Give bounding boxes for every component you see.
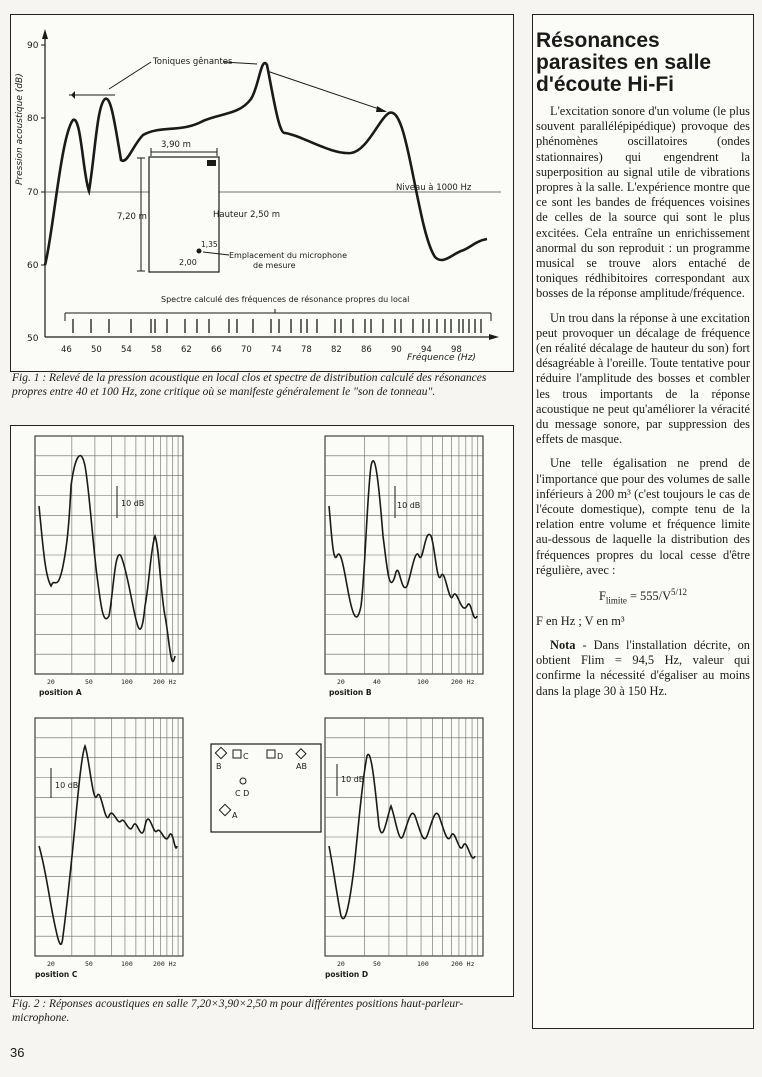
room-width: 3,90 m [161, 140, 191, 150]
y-tick: 50 [27, 334, 39, 344]
tick: 200 Hz [153, 678, 177, 686]
panel-label: position B [329, 688, 372, 697]
tick: 200 Hz [451, 960, 475, 968]
x-tick: 66 [211, 345, 222, 355]
y-axis-label: Pression acoustique (dB) [15, 73, 25, 185]
room-plan [149, 157, 219, 272]
article-title: Résonances parasites en salle d'écoute Hi-Fi [536, 29, 712, 96]
pos-cd: C D [235, 789, 250, 798]
speaker-position-plan [211, 744, 321, 832]
resonance-spectrum [73, 319, 481, 333]
page-number: 36 [10, 1045, 25, 1060]
x-tick: 46 [61, 345, 72, 355]
tones-annotation: Toniques gênantes [153, 57, 233, 67]
nota-label: Nota [550, 637, 576, 652]
x-tick: 94 [421, 345, 432, 355]
response-curve [45, 63, 487, 265]
units-line: F en Hz ; V en m³ [536, 613, 625, 628]
tick: 20 [337, 678, 345, 686]
fig2-caption: Fig. 2 : Réponses acoustiques en salle 7,20×3,90×2,50 m pour différentes positions haut-parleur-microphone. [12, 998, 464, 1024]
tick: 40 [373, 678, 381, 686]
x-tick: 74 [271, 345, 282, 355]
tick: 100 [417, 678, 429, 686]
tick: 20 [47, 678, 55, 686]
paragraph: Un trou dans la réponse à une excitation peut provoquer un décalage de fréquence (en réalité décalage de hauteur du son) fort désagréable à l'oreille. Toute tentative pour réduire l'amplitude des bosses et combler les trous importants de la réponse acoustique ne peut qu'améliorer la véracité du message sonore, par suppression des effets de masque. [536, 310, 750, 447]
panel-label: position C [35, 970, 78, 979]
level-annotation: Niveau à 1000 Hz [396, 183, 472, 193]
tick: 200 Hz [153, 960, 177, 968]
mic-x: 2,00 [179, 258, 197, 267]
x-tick: 86 [361, 345, 372, 355]
panel-label: position A [39, 688, 82, 697]
microphone-icon [197, 249, 202, 254]
tick: 100 [121, 678, 133, 686]
fig1-plot [11, 15, 513, 371]
figure-2 [10, 425, 514, 997]
tick: 100 [417, 960, 429, 968]
panel-position-a [35, 436, 183, 697]
x-tick: 54 [121, 345, 132, 355]
tick: 50 [373, 960, 381, 968]
mic-label-2: de mesure [253, 261, 296, 270]
y-tick: 90 [27, 41, 39, 51]
pos-d: D [277, 752, 284, 761]
x-axis-label: Fréquence (Hz) [407, 353, 476, 363]
db-scale-label: 10 dB [55, 781, 79, 790]
pos-c: C [243, 752, 249, 761]
panel-position-b [325, 436, 483, 697]
y-tick: 80 [27, 114, 39, 124]
x-tick: 70 [241, 345, 252, 355]
tick: 100 [121, 960, 133, 968]
pos-ab: AB [296, 762, 307, 771]
tick: 20 [47, 960, 55, 968]
db-scale-label: 10 dB [341, 775, 365, 784]
figure-1 [10, 14, 514, 372]
tick: 20 [337, 960, 345, 968]
nota-paragraph [536, 638, 750, 699]
y-tick: 60 [27, 261, 39, 271]
tick: 50 [85, 960, 93, 968]
paragraph: L'excitation sonore d'un volume (le plus souvent parallélépipédique) provoque des phénomènes oscillatoires (ondes stationnaires) qui engendrent la superposition au signal utile de vibrations propres à la salle. L'expérience montre que ce sont les bandes de fréquences voisines de celles de la source qui sont le plus excitées. Cela entraîne un enrichissement anormal du son reproduit : un programme musical se trouve alors entaché de toniques rédhibitoires correspondant aux bosses de la réponse amplitude/fréquence. [536, 104, 750, 301]
panel-position-c [35, 718, 183, 979]
x-tick: 78 [301, 345, 312, 355]
x-tick: 82 [331, 345, 342, 355]
panel-label: position D [325, 970, 369, 979]
nota-text: - Dans l'installation décrite, on obtient Flim = 94,5 Hz, valeur qui confirme la nécessité d'égaliser au moins dans la plage 30 à 150 Hz. [536, 637, 750, 698]
tick: 50 [85, 678, 93, 686]
paragraph: Une telle égalisation ne prend de l'importance que pour des volumes de salle inférieurs à 200 m³ (c'est toujours le cas de l'écoute domestique), compte tenu de la relation entre volume et fréquence limite au-dessous de laquelle la distribution des fréquences propres du local cesse d'être régulière, avec : [536, 456, 750, 577]
x-tick: 62 [181, 345, 192, 355]
pos-a: A [232, 811, 238, 820]
mic-y: 1,35 [201, 240, 218, 249]
x-tick: 90 [391, 345, 402, 355]
fig1-caption: Fig. 1 : Relevé de la pression acoustique en local clos et spectre de distribution calculé des résonances propres entre 40 et 100 Hz, zone critique où se manifeste généralement le "son de tonneau". [12, 372, 487, 398]
spectrum-title: Spectre calculé des fréquences de résonance propres du local [161, 295, 410, 304]
speaker-icon [207, 160, 216, 166]
room-height: Hauteur 2,50 m [213, 210, 281, 220]
formula: $F_{limite} = 555/V^{5/12}$ [598, 587, 688, 606]
x-tick: 58 [151, 345, 162, 355]
db-scale-label: 10 dB [121, 499, 145, 508]
db-scale-label: 10 dB [397, 501, 421, 510]
tick: 200 Hz [451, 678, 475, 686]
pos-b: B [216, 762, 222, 771]
x-tick: 98 [451, 345, 462, 355]
mic-label-1: Emplacement du microphone [229, 251, 347, 260]
panel-position-d [325, 718, 483, 979]
y-tick: 70 [27, 188, 39, 198]
room-length: 7,20 m [117, 212, 147, 222]
sidebar-article [536, 30, 750, 708]
x-tick: 50 [91, 345, 102, 355]
